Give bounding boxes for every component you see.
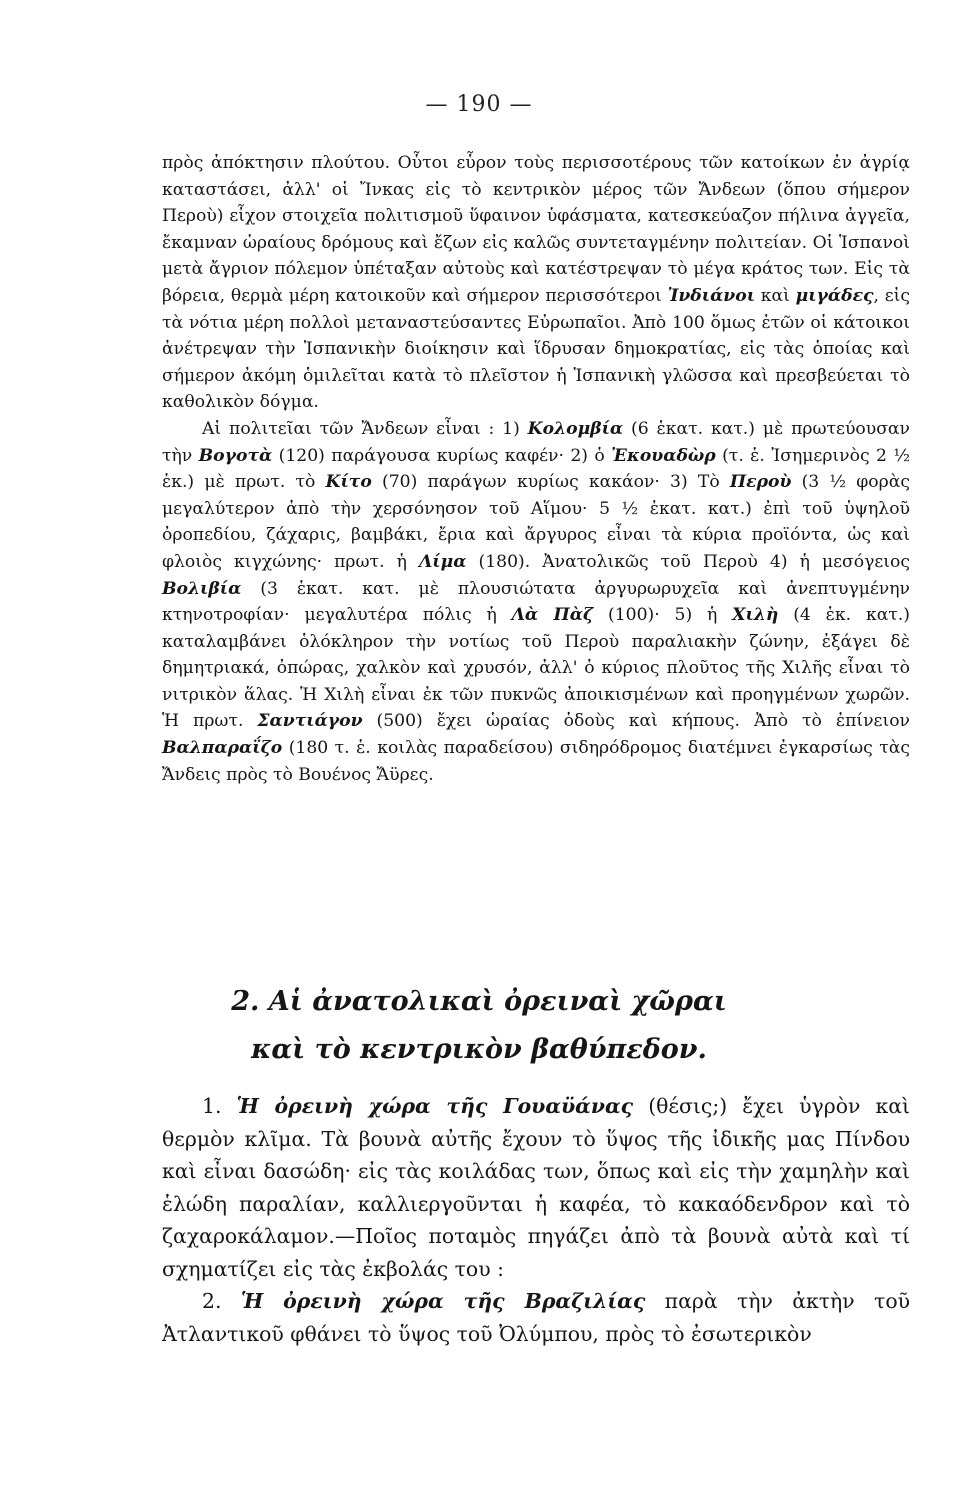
body-text-small [162, 150, 910, 788]
text-run: καὶ [755, 285, 796, 306]
section-heading-line-2: καὶ τὸ κεντρικὸν βαθύπεδον. [251, 1034, 707, 1065]
text-run: (500) ἔχει ὡραίας ὁδοὺς καὶ κήπους. Ἀπὸ τὸ ἐπίνειον [362, 711, 910, 732]
text-run: (3 ½ φορὰς μεγαλύτερον ἀπὸ τὴν χερσόνησον τοῦ Αἵμου· 5 ½ ἑκατ. κατ.) ἐπὶ τοῦ ὑψηλοῦ ὀροπεδίου, ζάχαρις, βαμβάκι, ἔρια καὶ ἄργυρος εἶναι τὰ κύρια προϊόντα, ὡς καὶ φλοιὸς κιγχώνης· πρωτ. ἡ [162, 472, 910, 572]
paragraph-andean-states [162, 416, 910, 788]
emphasis-valparaiso: Βαλπαραΐζο [162, 738, 283, 759]
emphasis-mestizos: μιγάδες [795, 285, 874, 306]
emphasis-lima: Λίμα [418, 551, 467, 572]
text-run: (180). Ἀνατολικῶς τοῦ Περοὺ 4) ἡ μεσόγειος [466, 551, 911, 572]
text-run: (6 ἑκατ. κατ.) μὲ πρωτεύουσαν τὴν [162, 418, 910, 466]
emphasis-la-paz: Λὰ Πὰζ [511, 605, 594, 626]
text-run: (4 ἑκ. κατ.) καταλαμβάνει ὁλόκληρον τὴν νοτίως τοῦ Περοὺ παραλιακὴν ζώνην, ἐξάγει δὲ δημητριακά, ὀπώρας, χαλκὸν καὶ χρυσόν, ἀλλ' ὁ κύριος πλοῦτος τῆς Χιλῆς εἶναι τὸ νιτρικὸν ἅλας. Ἡ Χιλὴ εἶναι ἐκ τῶν πυκνῶς ἀποικισμένων καὶ προηγμένων χωρῶν. Ἡ πρωτ. [162, 605, 910, 732]
item-brazilian-highlands [162, 1285, 910, 1350]
section-heading-line-1: 2. Αἱ ἀνατολικαὶ ὀρειναὶ χῶραι [231, 986, 727, 1017]
page-number: — 190 — [425, 92, 533, 117]
emphasis-ecuador: Ἐκουαδὼρ [611, 445, 716, 466]
emphasis-brazilian-highlands: Ἡ ὀρεινὴ χώρα τῆς Βραζιλίας [240, 1289, 646, 1313]
text-run: (70) παράγων κυρίως κακάον· 3) Τὸ [371, 472, 730, 493]
emphasis-colombia: Κολομβία [527, 418, 624, 439]
emphasis-peru: Περοὺ [729, 472, 792, 493]
body-text-large [162, 1090, 910, 1350]
emphasis-indians: Ἰνδιάνοι [667, 285, 756, 306]
text-run: παρὰ τὴν ἀκτὴν τοῦ Ἀτλαντικοῦ φθάνει τὸ ὕψος τοῦ Ὀλύμπου, πρὸς τὸ ἐσωτερικὸν [162, 1289, 911, 1346]
text-run: (100)· 5) ἡ [593, 605, 733, 626]
text-run: (τ. ἑ. Ἰσημερινὸς 2 ½ ἑκ.) μὲ πρωτ. τὸ [162, 445, 910, 493]
emphasis-chile: Χιλὴ [732, 605, 779, 626]
emphasis-guiana-highlands: Ἡ ὀρεινὴ χώρα τῆς Γουαϋάνας [236, 1094, 634, 1118]
emphasis-santiago: Σαντιάγον [257, 711, 363, 732]
emphasis-quito: Κίτο [325, 472, 372, 493]
text-run: πρὸς ἀπόκτησιν πλούτου. Οὗτοι εὗρον τοὺς περισσοτέρους τῶν κατοίκων ἐν ἀγρίᾳ καταστάσει, ἀλλ' οἱ Ἴνκας εἰς τὸ κεντρικὸν μέρος τῶν Ἄνδεων (ὅπου σήμερον Περοὺ) εἶχον στοιχεῖα πολιτισμοῦ ὕφαινον ὑφάσματα, κατεσκεύαζον πήλινα ἀγγεῖα, ἔκαμναν ὡραίους δρόμους καὶ ἔζων εἰς καλῶς συντεταγμένην πολιτείαν. Οἱ Ἱσπανοὶ μετὰ ἄγριον πόλεμον ὑπέταξαν αὐτοὺς καὶ κατέστρεψαν τὸ μέγα κράτος των. Εἰς τὰ βόρεια, θερμὰ μέρη κατοικοῦν καὶ σήμερον περισσότεροι [162, 153, 910, 306]
text-run: (120) παράγουσα κυρίως καφέν· 2) ὁ [272, 445, 612, 466]
emphasis-bogota: Βογοτὰ [198, 445, 273, 466]
text-run: (180 τ. ἑ. κοιλὰς παραδείσου) σιδηρόδρομος διατέμνει ἐγκαρσίως τὰς Ἄνδεις πρὸς τὸ Βουένος Ἄϋρες. [162, 738, 910, 785]
paragraph-inca-history [162, 150, 910, 416]
item-guiana-highlands [162, 1090, 910, 1285]
text-run: Αἱ πολιτεῖαι τῶν Ἄνδεων εἶναι : 1) [202, 418, 528, 439]
text-run: , εἰς τὰ νότια μέρη πολλοὶ μεταναστεύσαντες Εὐρωπαῖοι. Ἀπὸ 100 ὅμως ἐτῶν οἱ κάτοικοι ἀνέτρεψαν τὴν Ἱσπανικὴν διοίκησιν καὶ ἵδρυσαν δημοκρατίας, εἰς τὰς ὁποίας καὶ σήμερον ἀκόμη ὁμιλεῖται κατὰ τὸ πλεῖστον ἡ Ἱσπανικὴ γλῶσσα καὶ πρεσβεύεται τὸ καθολικὸν δόγμα. [162, 285, 910, 413]
item-number: 2. [202, 1289, 241, 1313]
emphasis-bolivia: Βολιβία [162, 578, 242, 599]
item-number: 1. [202, 1094, 237, 1118]
text-run: (θέσις;) ἔχει ὑγρὸν καὶ θερμὸν κλῖμα. Τὰ βουνὰ αὐτῆς ἔχουν τὸ ὕψος τῆς ἰδικῆς μας Πίνδου καὶ εἶναι δασώδη· εἰς τὰς κοιλάδας των, ὅπως καὶ εἰς τὴν χαμηλὴν καὶ ἑλώδη παραλίαν, καλλιεργοῦνται ἡ καφέα, τὸ κακαόδενδρον καὶ τὸ ζαχαροκάλαμον.—Ποῖος ποταμὸς πηγάζει ἀπὸ τὰ βουνὰ αὐτὰ καὶ τί σχηματίζει εἰς τὰς ἐκβολάς του : [162, 1094, 910, 1281]
text-run: (3 ἑκατ. κατ. μὲ πλουσιώτατα ἀργυρωρυχεῖα καὶ ἀνεπτυγμένην κτηνοτροφίαν· μεγαλυτέρα πόλις ἡ [162, 578, 910, 626]
